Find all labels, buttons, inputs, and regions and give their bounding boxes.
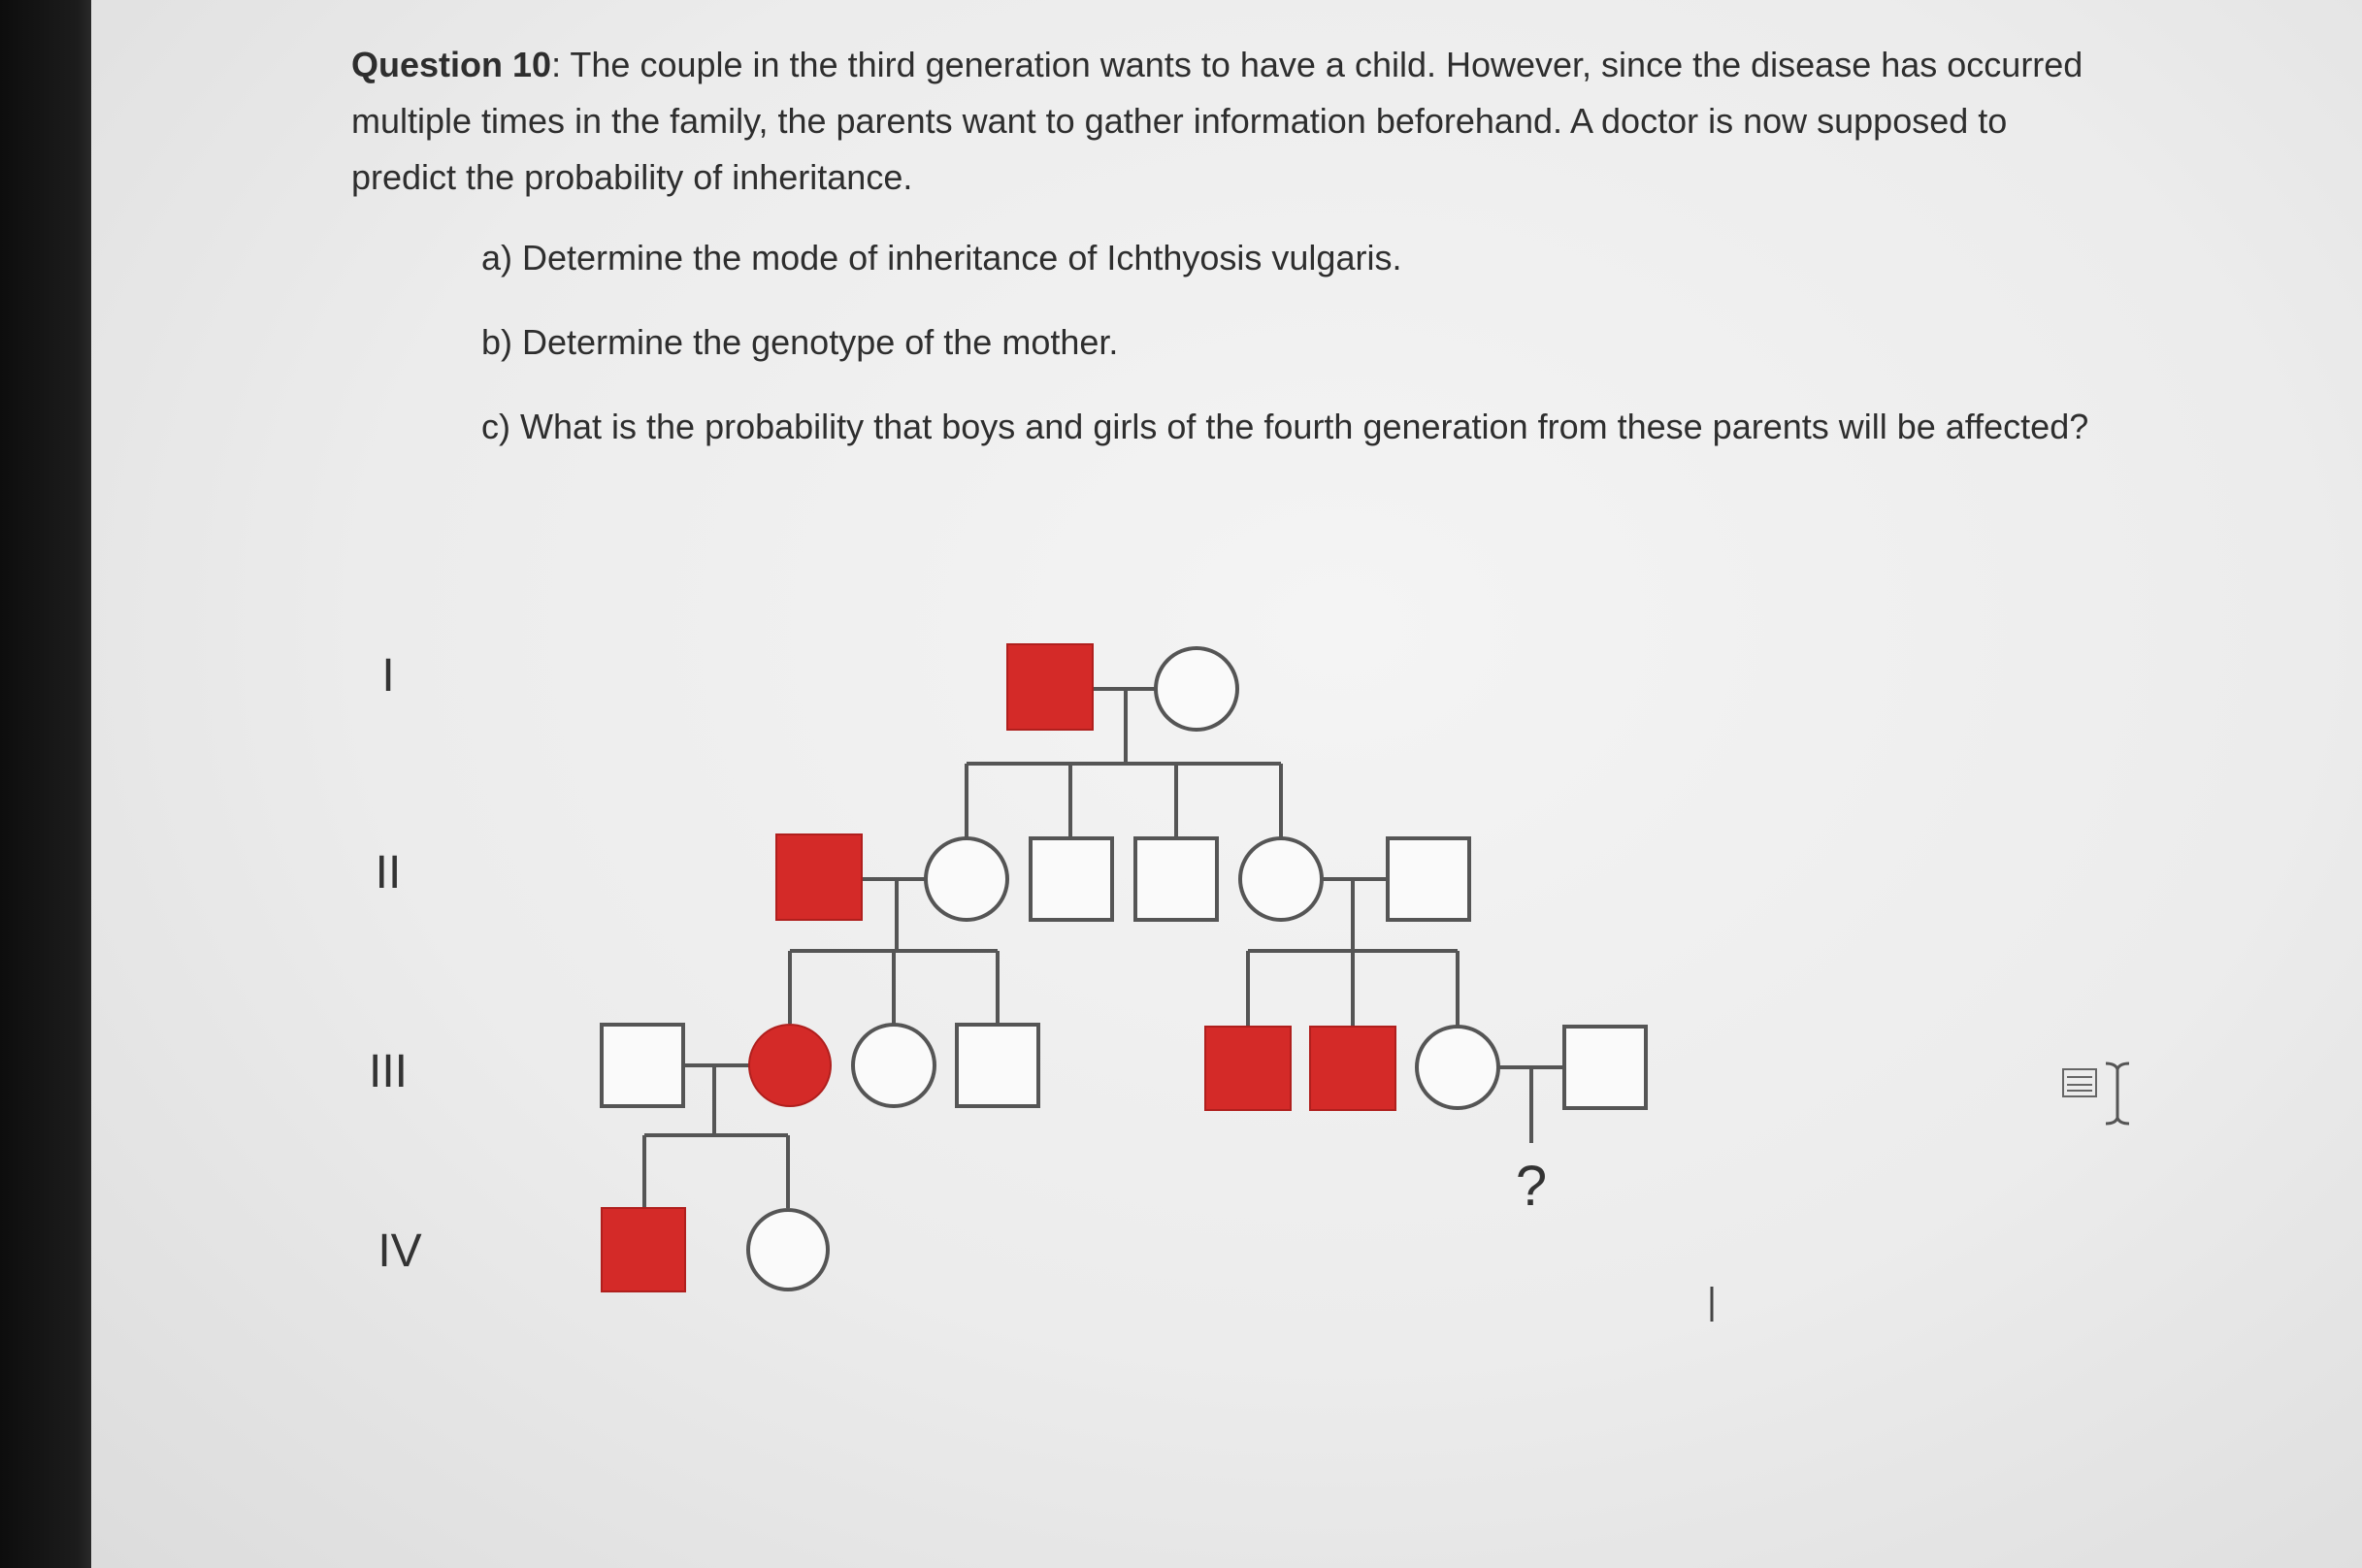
individual-III-4-male	[957, 1025, 1038, 1106]
generation-label-IV: IV	[377, 1225, 422, 1277]
individual-I-2-female	[1156, 648, 1237, 730]
individual-II-6-male	[1388, 838, 1469, 920]
individual-II-3-male	[1031, 838, 1112, 920]
individual-III-7-female	[1417, 1027, 1498, 1108]
unknown-child-marker: ?	[1515, 1155, 1548, 1218]
individual-IV-1-affected-male	[602, 1208, 685, 1291]
sub-question-c: c) What is the probability that boys and girls of the fourth generation from these parents will be affected?	[481, 407, 2089, 446]
individual-II-4-male	[1135, 838, 1217, 920]
individual-IV-2-female	[748, 1210, 828, 1290]
individual-III-3-female	[853, 1025, 935, 1106]
generation-label-III: III	[368, 1046, 409, 1097]
individual-III-2-affected-female	[749, 1025, 831, 1106]
generation-label-II: II	[375, 847, 402, 898]
individual-I-1-affected-male	[1007, 644, 1093, 730]
individual-III-6-affected-male	[1310, 1027, 1395, 1110]
individual-II-1-affected-male	[776, 834, 862, 920]
individual-II-2-female	[926, 838, 1007, 920]
sub-question-b: b) Determine the genotype of the mother.	[481, 322, 1119, 362]
individual-III-8-male	[1564, 1027, 1646, 1108]
text-cursor-icon	[2063, 1063, 2129, 1124]
question-body: : The couple in the third generation wants to have a child. However, since the disease has occurred multiple times in the family, the parents want to gather information beforehand. A doctor is now supposed to predict the probability of inheritance.	[351, 45, 2083, 197]
generation-label-I: I	[381, 650, 395, 702]
individual-III-5-affected-male	[1205, 1027, 1291, 1110]
question-label: Question 10	[351, 45, 552, 84]
individual-III-1-male	[602, 1025, 683, 1106]
sub-question-a: a) Determine the mode of inheritance of Ichthyosis vulgaris.	[481, 238, 1402, 278]
individual-II-5-female	[1240, 838, 1322, 920]
pedigree-lines	[644, 689, 1562, 1208]
